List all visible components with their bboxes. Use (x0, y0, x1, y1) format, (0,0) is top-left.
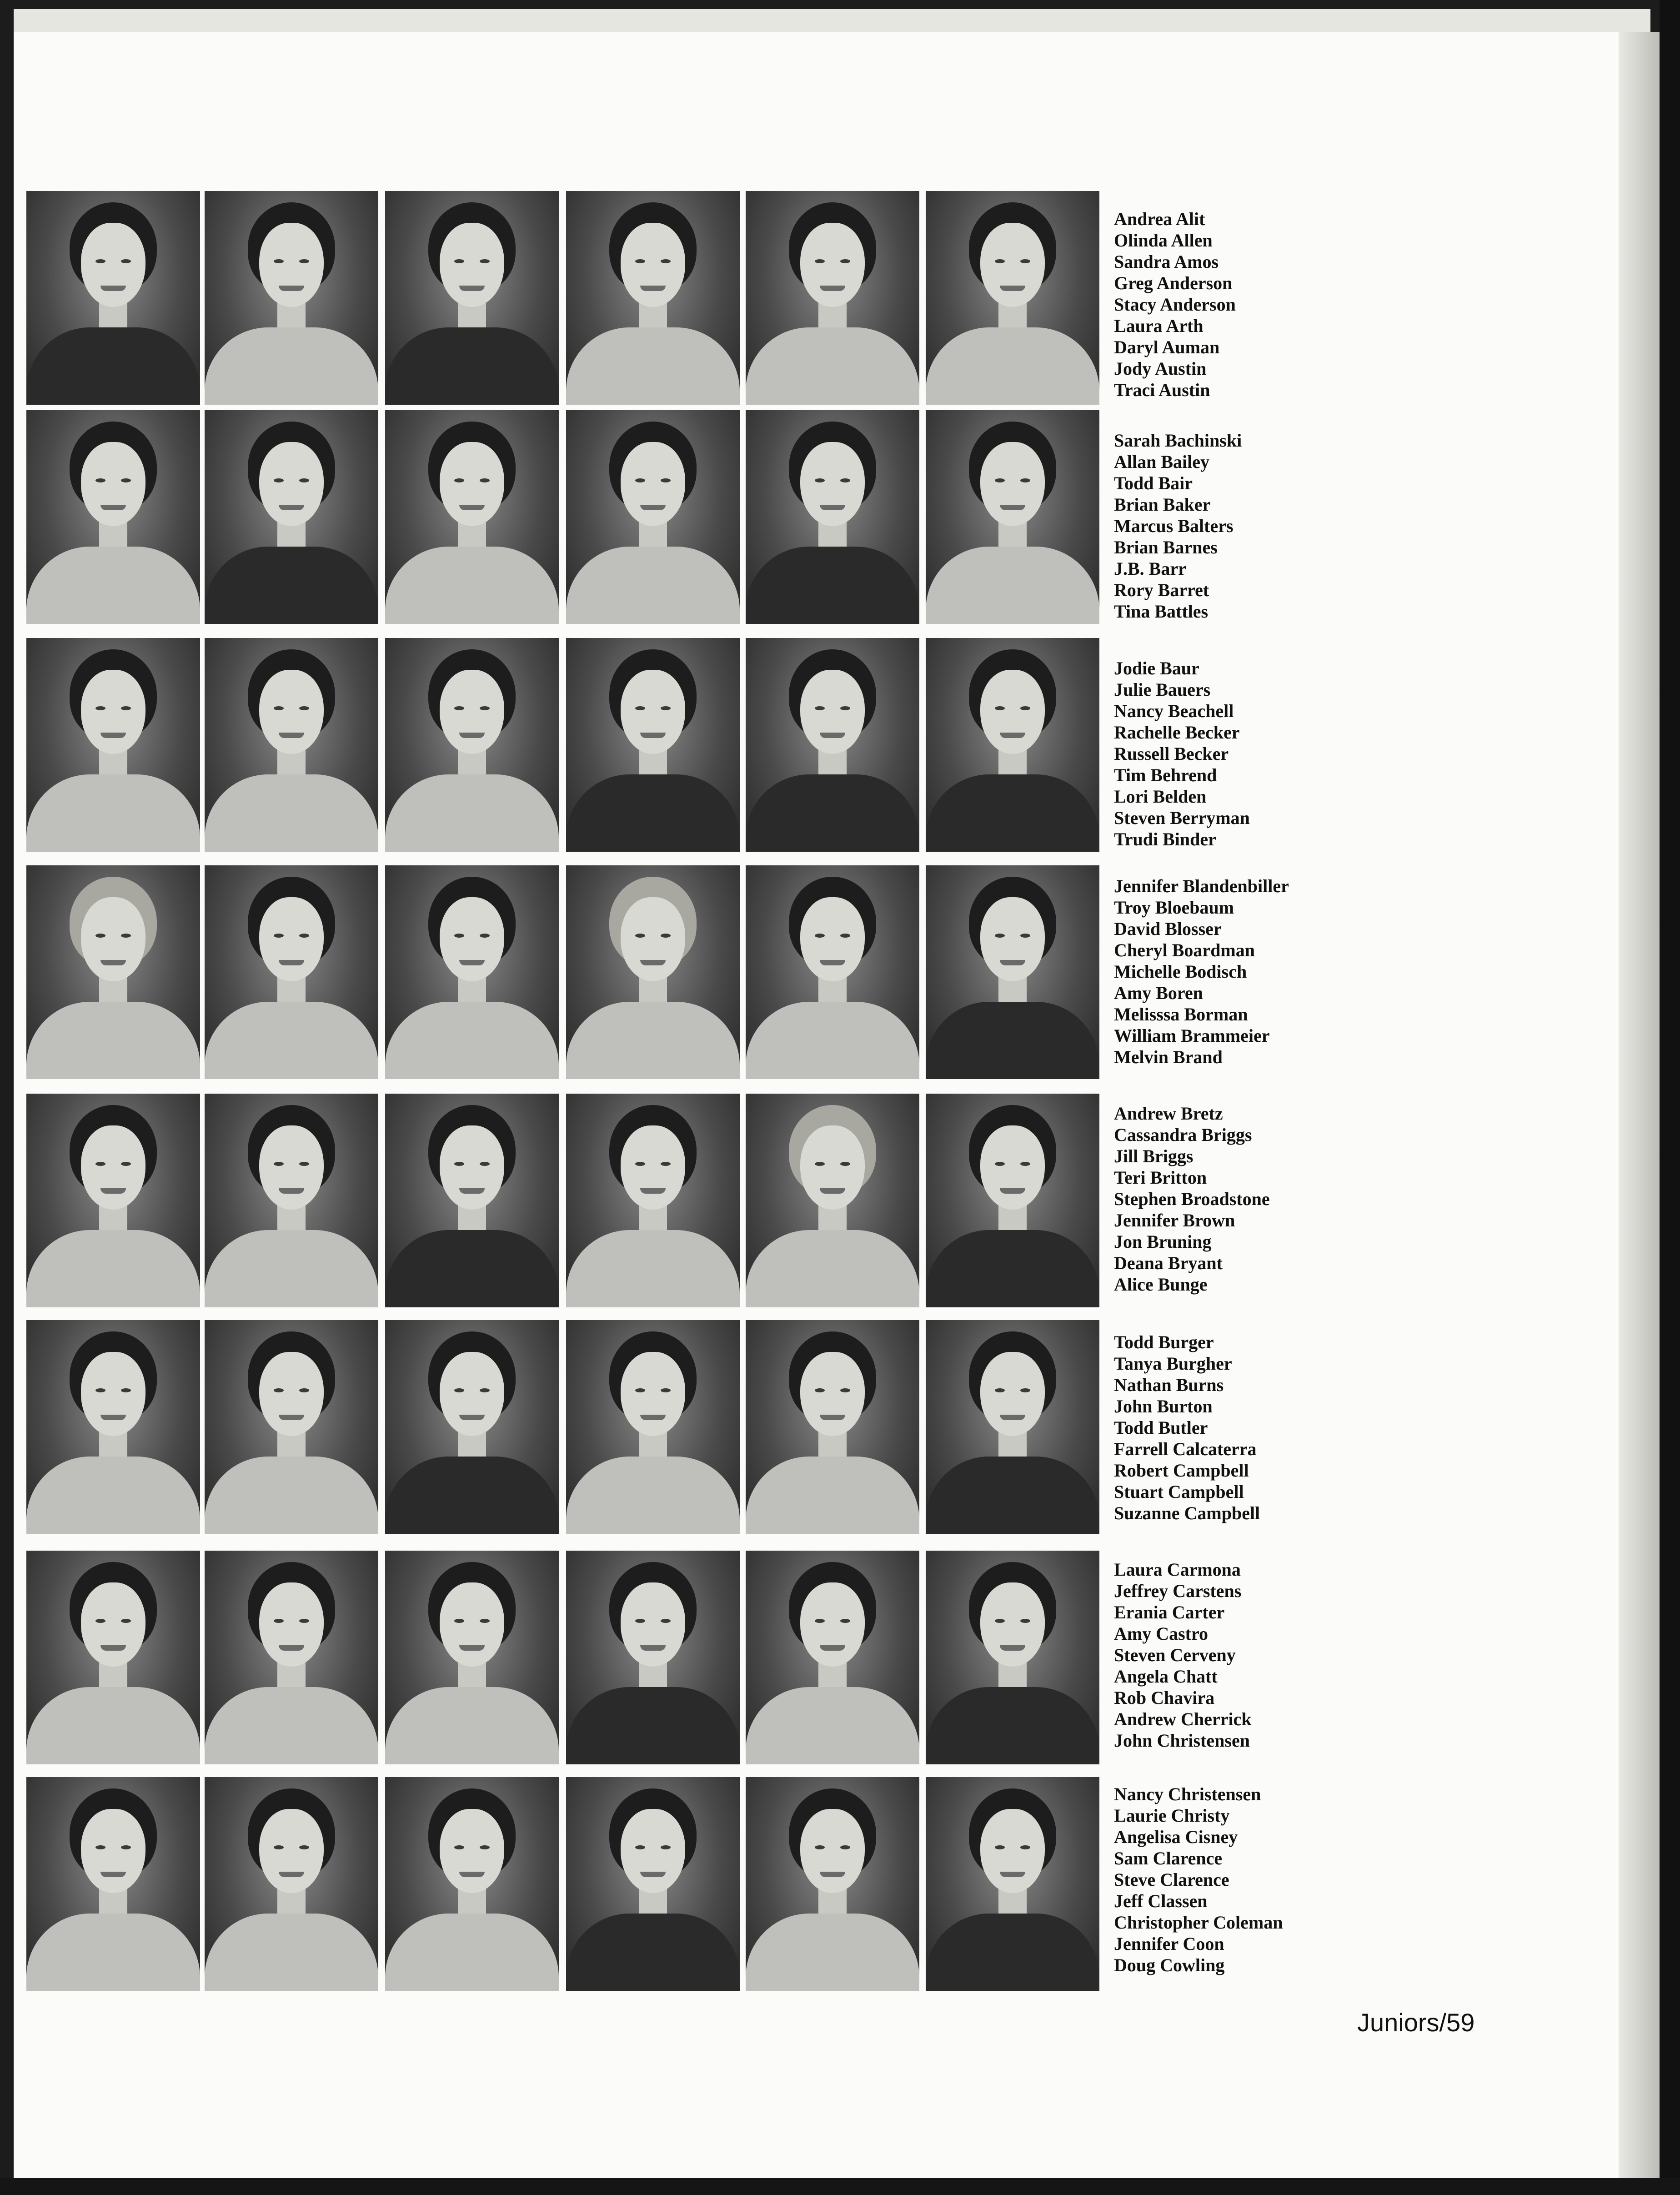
student-name: Andrew Cherrick (1114, 1709, 1252, 1729)
student-name: Rory Barret (1114, 580, 1209, 600)
student-name: Andrea Alit (1114, 209, 1205, 229)
student-name: Melvin Brand (1114, 1047, 1223, 1067)
student-name: J.B. Barr (1114, 558, 1186, 579)
student-name: Daryl Auman (1114, 337, 1220, 357)
student-name: Traci Austin (1114, 380, 1210, 400)
student-name: Nathan Burns (1114, 1375, 1224, 1395)
student-name: Cassandra Briggs (1114, 1125, 1252, 1145)
student-name: Jeffrey Carstens (1114, 1581, 1242, 1601)
name-list (1114, 208, 1323, 401)
name-list (1114, 430, 1323, 622)
student-name: Steve Clarence (1114, 1869, 1229, 1890)
student-name: Olinda Allen (1114, 230, 1213, 251)
student-portrait (566, 1551, 740, 1764)
student-name: Deana Bryant (1114, 1253, 1223, 1273)
student-name: Alice Bunge (1114, 1274, 1208, 1295)
student-portrait (205, 1777, 378, 1991)
scan-border (1660, 0, 1680, 2195)
portrait-row (26, 865, 1096, 1079)
student-portrait (26, 1551, 200, 1764)
student-portrait (26, 1777, 200, 1991)
student-name: Trudi Binder (1114, 829, 1216, 849)
student-portrait (385, 191, 559, 405)
student-name: Steven Cerveny (1114, 1645, 1236, 1665)
student-name: Tanya Burgher (1114, 1353, 1232, 1374)
student-portrait (926, 865, 1099, 1079)
name-list (1114, 1783, 1323, 1976)
name-list (1114, 1331, 1323, 1524)
student-name: Jeff Classen (1114, 1891, 1208, 1911)
student-portrait (385, 1551, 559, 1764)
student-name: Jennifer Coon (1114, 1934, 1224, 1954)
name-list (1114, 658, 1323, 850)
student-name: Doug Cowling (1114, 1955, 1225, 1975)
student-portrait (566, 191, 740, 405)
student-portrait (26, 1094, 200, 1307)
student-portrait (746, 1094, 919, 1307)
student-name: Stephen Broadstone (1114, 1189, 1270, 1209)
student-portrait (385, 638, 559, 852)
student-portrait (926, 191, 1099, 405)
student-name: Amy Castro (1114, 1623, 1209, 1644)
student-name: Russell Becker (1114, 743, 1229, 764)
student-name: Laurie Christy (1114, 1805, 1230, 1826)
student-name: Tina Battles (1114, 601, 1209, 622)
student-portrait (26, 410, 200, 624)
student-portrait (746, 1551, 919, 1764)
student-name: Lori Belden (1114, 786, 1207, 807)
student-name: Laura Arth (1114, 316, 1204, 336)
scan-bottom-border (0, 2178, 1680, 2195)
student-portrait (385, 1094, 559, 1307)
portrait-row (26, 638, 1096, 852)
student-name: Marcus Balters (1114, 516, 1234, 536)
student-name: Angelisa Cisney (1114, 1827, 1238, 1847)
student-portrait (926, 638, 1099, 852)
student-name: Michelle Bodisch (1114, 961, 1247, 982)
student-name: Nancy Beachell (1114, 701, 1234, 721)
student-name: Andrew Bretz (1114, 1103, 1223, 1124)
portrait-row (26, 1094, 1096, 1307)
student-name: Greg Anderson (1114, 273, 1233, 293)
student-name: Stuart Campbell (1114, 1482, 1244, 1502)
student-name: Suzanne Campbell (1114, 1503, 1260, 1523)
student-portrait (385, 1320, 559, 1534)
student-name: Amy Boren (1114, 983, 1203, 1003)
student-name: Brian Baker (1114, 494, 1211, 515)
student-name: Sarah Bachinski (1114, 430, 1242, 451)
student-portrait (385, 865, 559, 1079)
student-name: Cheryl Boardman (1114, 940, 1255, 960)
student-portrait (746, 191, 919, 405)
student-portrait (566, 1777, 740, 1991)
student-portrait (205, 1320, 378, 1534)
student-name: Allan Bailey (1114, 452, 1210, 472)
student-portrait (205, 865, 378, 1079)
student-name: Stacy Anderson (1114, 294, 1236, 315)
page-edge (1619, 32, 1660, 2178)
student-name: Jodie Baur (1114, 658, 1199, 678)
student-name: Julie Bauers (1114, 679, 1211, 700)
student-portrait (566, 1094, 740, 1307)
student-name: Tim Behrend (1114, 765, 1217, 785)
student-portrait (746, 1320, 919, 1534)
portrait-row (26, 1777, 1096, 1991)
name-list (1114, 1559, 1323, 1751)
student-name: Laura Carmona (1114, 1559, 1241, 1580)
page-folio: Juniors/59 (1357, 2008, 1475, 2037)
student-portrait (926, 410, 1099, 624)
student-portrait (926, 1551, 1099, 1764)
student-name: John Christensen (1114, 1730, 1250, 1751)
student-name: Teri Britton (1114, 1167, 1207, 1188)
student-portrait (566, 865, 740, 1079)
student-portrait (205, 638, 378, 852)
student-portrait (746, 638, 919, 852)
student-name: Jill Briggs (1114, 1146, 1194, 1166)
name-list (1114, 1103, 1323, 1295)
portrait-row (26, 1320, 1096, 1534)
student-portrait (26, 638, 200, 852)
student-name: Melisssa Borman (1114, 1004, 1248, 1025)
student-name: Troy Bloebaum (1114, 897, 1234, 918)
student-name: Rachelle Becker (1114, 722, 1240, 743)
student-name: Brian Barnes (1114, 537, 1218, 558)
student-portrait (385, 410, 559, 624)
student-name: Rob Chavira (1114, 1688, 1215, 1708)
student-name: Jon Bruning (1114, 1231, 1212, 1252)
student-name: David Blosser (1114, 919, 1222, 939)
student-name: Todd Burger (1114, 1332, 1214, 1352)
student-name: Jennifer Brown (1114, 1210, 1235, 1231)
student-name: Sam Clarence (1114, 1848, 1223, 1869)
student-name: William Brammeier (1114, 1025, 1270, 1046)
student-portrait (205, 1551, 378, 1764)
student-portrait (566, 638, 740, 852)
student-name: Christopher Coleman (1114, 1912, 1283, 1933)
student-portrait (746, 1777, 919, 1991)
student-portrait (205, 410, 378, 624)
student-portrait (926, 1777, 1099, 1991)
student-name: Sandra Amos (1114, 251, 1219, 272)
student-portrait (205, 191, 378, 405)
portrait-row (26, 191, 1096, 405)
student-portrait (926, 1094, 1099, 1307)
student-name: Todd Butler (1114, 1417, 1208, 1438)
portrait-row (26, 1551, 1096, 1764)
portrait-row (26, 410, 1096, 624)
student-name: Robert Campbell (1114, 1460, 1249, 1481)
student-portrait (26, 1320, 200, 1534)
student-name: Farrell Calcaterra (1114, 1439, 1257, 1459)
student-portrait (746, 865, 919, 1079)
student-portrait (566, 410, 740, 624)
student-portrait (26, 865, 200, 1079)
student-portrait (746, 410, 919, 624)
student-name: Jody Austin (1114, 358, 1207, 379)
student-portrait (26, 191, 200, 405)
student-name: Steven Berryman (1114, 808, 1250, 828)
student-name: Erania Carter (1114, 1602, 1225, 1622)
student-name: Nancy Christensen (1114, 1784, 1261, 1804)
student-name: Todd Bair (1114, 473, 1193, 493)
student-name: Jennifer Blandenbiller (1114, 876, 1289, 896)
student-portrait (385, 1777, 559, 1991)
student-portrait (566, 1320, 740, 1534)
student-name: John Burton (1114, 1396, 1213, 1416)
scan-top-strip (14, 9, 1650, 34)
student-name: Angela Chatt (1114, 1666, 1218, 1687)
student-portrait (205, 1094, 378, 1307)
name-list (1114, 875, 1323, 1068)
student-portrait (926, 1320, 1099, 1534)
